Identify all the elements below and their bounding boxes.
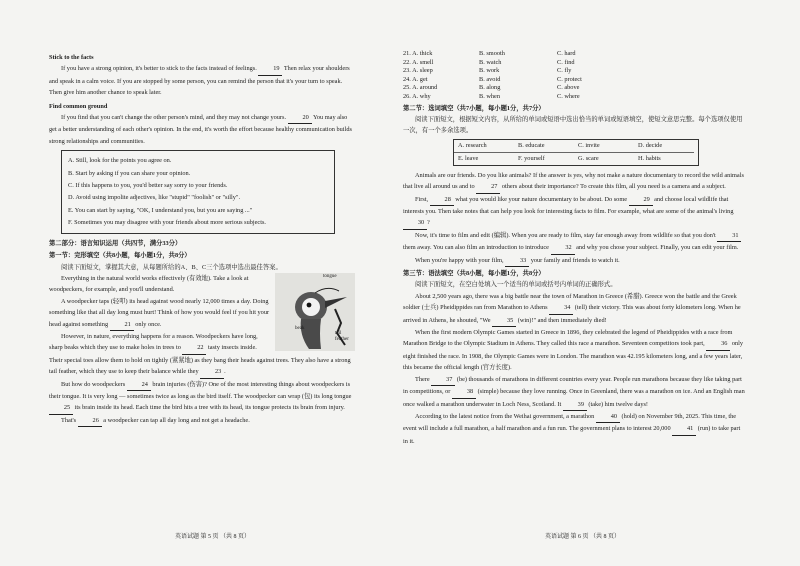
option-a: A. Still, look for the points you agree on. [68,157,172,165]
paragraph: A woodpecker taps (轻叩) its head against wood nearly 12,000 times a day. Doing something like that all day long must hurt! Think of how you would feel if you hit your head against something 21 only once. [49,296,355,331]
heading-stick-to-facts: Stick to the facts [49,54,94,61]
paragraph: If you find that you can't change the other person's mind, and they may not change yours. 20 You may also get a better understanding of each other's opinion. In the end, it's worth the effort because healthy communication builds strong relationships and communities. [49,114,352,145]
blank-36[interactable]: 36 [706,338,730,350]
mc-option[interactable]: C. fly [557,67,572,75]
option-c: C. If this happens to you, you'd better say sorry to your friends. [68,182,228,190]
blank-24[interactable]: 24 [127,379,151,391]
options-box [61,150,335,233]
word-option[interactable]: A. research [454,140,514,153]
left-column [49,50,355,427]
figure-label-tail-feather: tail feather [335,330,349,342]
woodpecker-figure [275,273,355,351]
blank-38[interactable]: 38 [452,386,476,398]
mc-option[interactable]: B. work [479,67,500,75]
mc-option[interactable]: C. find [557,58,575,66]
mc-option[interactable]: 24. A. get [403,75,428,83]
mc-option[interactable]: B. watch [479,58,502,66]
mc-option[interactable]: 25. A. around [403,84,438,92]
word-option[interactable]: G. scare [578,154,599,162]
mc-option[interactable]: B. avoid [479,75,501,83]
paragraph: According to the latest notice from the Weihai government, a marathon 40 (hold) on November 9th, 2025. This time, the event will include a full marathon, a half marathon and a fun run. The government plans to interest 20,000 41 (run) to take part in it. [403,412,741,445]
option-e: E. You can start by saying, "OK, I understand you, but you are saying ..." [68,206,253,214]
blank-25[interactable]: 25 [49,402,73,414]
blank-41[interactable]: 41 [672,423,696,435]
option-d: D. Avoid using impolite adjectives, like "stupid" "foolish" or "silly". [68,194,241,202]
section-two-title: 第二节：选词填空（共7小题，每小题1分，共7分） [403,104,545,112]
blank-22[interactable]: 22 [182,342,206,354]
paragraph: When the first modern Olympic Games started in Greece in 1896, they celebrated the legend of Pheidippides with a race from Marathon Bridge to the Olympic Stadium in Athens. They called this race a marathon. Seventeen competitors took part, 36 only eight finished the race. In 1908, the Olympic Games were in London. The marathon was 42.195 kilometers long, and a few years later, this became the official length (官方长度). [403,329,744,372]
section-three-title: 第三节：语法填空（共8小题，每小题1分，共8分） [403,270,545,278]
blank-30[interactable]: 30 [403,217,427,229]
multiple-choice-options [403,50,745,102]
figure-label-tongue: tongue [323,273,337,279]
mc-option[interactable]: B. along [479,84,501,92]
word-option[interactable]: B. educate [514,140,574,153]
page-footer-left: 英语试题 第 5 页 （共 8 页） [175,534,251,540]
mc-option[interactable]: B. smooth [479,50,505,57]
paragraph: If you have a strong opinion, it's better to stick to the facts instead of feelings. 19 Then relax your shoulders and speak in a calm voice. If you are stopped by some person, you can remind the person that it's your turn to speak. Then give him another chance to speak later. [49,65,350,97]
paragraph: About 2,500 years ago, there was a big battle near the town of Marathon in Greece (希腊). Greece won the battle and the Greek soldier (士兵) Pheidippides ran from Marathon to Athens 34 (tell) their victory. This was about forty kilometers long. When he arrived in Athens, he shouted, "We 35 (win)!" and then immediately died! [403,291,745,327]
mc-option[interactable]: 23. A. sleep [403,67,433,75]
figure-label-beak: beak [295,325,305,331]
word-option[interactable]: E. leave [458,154,479,162]
blank-26[interactable]: 26 [78,415,102,427]
blank-35[interactable]: 35 [492,315,516,327]
word-option[interactable]: C. invite [574,140,634,153]
page-footer-right: 英语试题 第 6 页 （共 8 页） [545,534,621,540]
mc-option[interactable]: C. above [557,84,580,92]
paragraph: Now, it's time to film and edit (编辑). When you are ready to film, stay far enough away from wildlife so that you don't 31 them away. You can also film an introduction to introduce 32 and why you chose your subject. Finally, you can edit your film. [403,230,745,255]
word-option[interactable]: F. yourself [518,154,545,162]
paragraph: First, 28 what you would like your nature documentary to be about. Do some 29 and choose local wildlife that interests you. Then take notes that can help you look for interesting facts to film. For example, what are some of the animal's living 30 ? [403,194,745,230]
section-one-instructions: 阅读下面短文，掌握其大意，从每题所给的A、B、C三个选项中选出最佳答案。 [61,263,282,271]
right-column [403,50,745,447]
paragraph: Animals are our friends. Do you like animals? If the answer is yes, why not make a nature documentary to record the wild animals that live all around us and to 27 others about their importance? To create this film, all you need is a camera and a subject. [403,170,745,194]
mc-option[interactable]: B. when [479,92,500,100]
paragraph: However, in nature, everything happens for a reason. Woodpeckers have long, sharp beaks which they use to make holes in trees to 22 tasty insects inside. Their special toes allow them to hold on tightly (紧紧地) as they bang their heads against trees. They also have a strong tail feather, which they use to keep their balance while they 23 . [49,331,355,379]
blank-27[interactable]: 27 [476,181,500,193]
blank-39[interactable]: 39 [563,399,587,411]
mc-option[interactable]: 21. A. thick [403,50,433,57]
blank-20[interactable]: 20 [288,112,312,124]
blank-21[interactable]: 21 [110,319,134,331]
section-two-instructions: 阅读下面短文，根据短文内容，从所给的单词或短语中选出恰当的单词或短语填空，使短文意思完整。每个选项仅使用一次，有一个多余选项。 [403,115,743,135]
mc-option[interactable]: 26. A. why [403,92,431,100]
word-option[interactable]: D. decide [634,140,694,153]
blank-34[interactable]: 34 [549,302,573,314]
blank-37[interactable]: 37 [431,374,455,386]
paragraph: But how do woodpeckers 24 brain injuries (伤害)? One of the most interesting things about woodpeckers is their tongue. It is very long — sometimes twice as long as the bird itself. The woodpecker can wrap (包) its long tongue 25 its brain inside its head. Each time the bird hits a tree with its head, its tongue protects its brain from injury. [49,379,355,415]
blank-23[interactable]: 23 [200,366,224,378]
paragraph: There 37 (be) thousands of marathons in different countries every year. People run marathons because they like taking part in competitions, or 38 (simple) because they love running. Once in Greenland, there was a marathon on ice. And an English man once walked a marathon underwater in Loch Ness, Scotland. It 39 (take) him twelve days! [403,374,745,411]
section-three-instructions: 阅读下面短文，在空白处填入一个适当的单词或括号内单词的正确形式。 [415,281,617,289]
blank-32[interactable]: 32 [551,242,575,254]
blank-33[interactable]: 33 [505,255,529,267]
mc-option[interactable]: C. where [557,92,580,100]
word-option[interactable]: H. habits [638,154,661,162]
blank-31[interactable]: 31 [717,230,741,242]
blank-28[interactable]: 28 [430,194,454,206]
blank-40[interactable]: 40 [596,411,620,423]
heading-common-ground: Find common ground [49,102,108,110]
blank-19[interactable]: 19 [258,63,282,75]
word-bank [453,139,699,166]
section-one-title: 第一节：完形填空（共8小题，每小题1分，共8分） [49,252,191,260]
mc-option[interactable]: C. hard [557,50,576,57]
paragraph: Everything in the natural world works effectively (有效地). Take a look at woodpeckers, for example, and you'll understand. [49,274,249,294]
option-b: B. Start by asking if you can share your opinion. [68,169,191,177]
blank-29[interactable]: 29 [629,194,653,206]
mc-option[interactable]: 22. A. smell [403,58,434,66]
paragraph: That's 26 a woodpecker can tap all day long and not get a headache. [49,415,355,427]
part-two-title: 第二部分：语言知识运用（共四节，满分33分） [49,239,182,247]
mc-option[interactable]: C. protect [557,75,582,83]
option-f: F. Sometimes you may disagree with your friends about more serious subjects. [68,219,266,227]
paragraph: When you're happy with your film, 33 your family and friends to watch it. [403,255,745,267]
